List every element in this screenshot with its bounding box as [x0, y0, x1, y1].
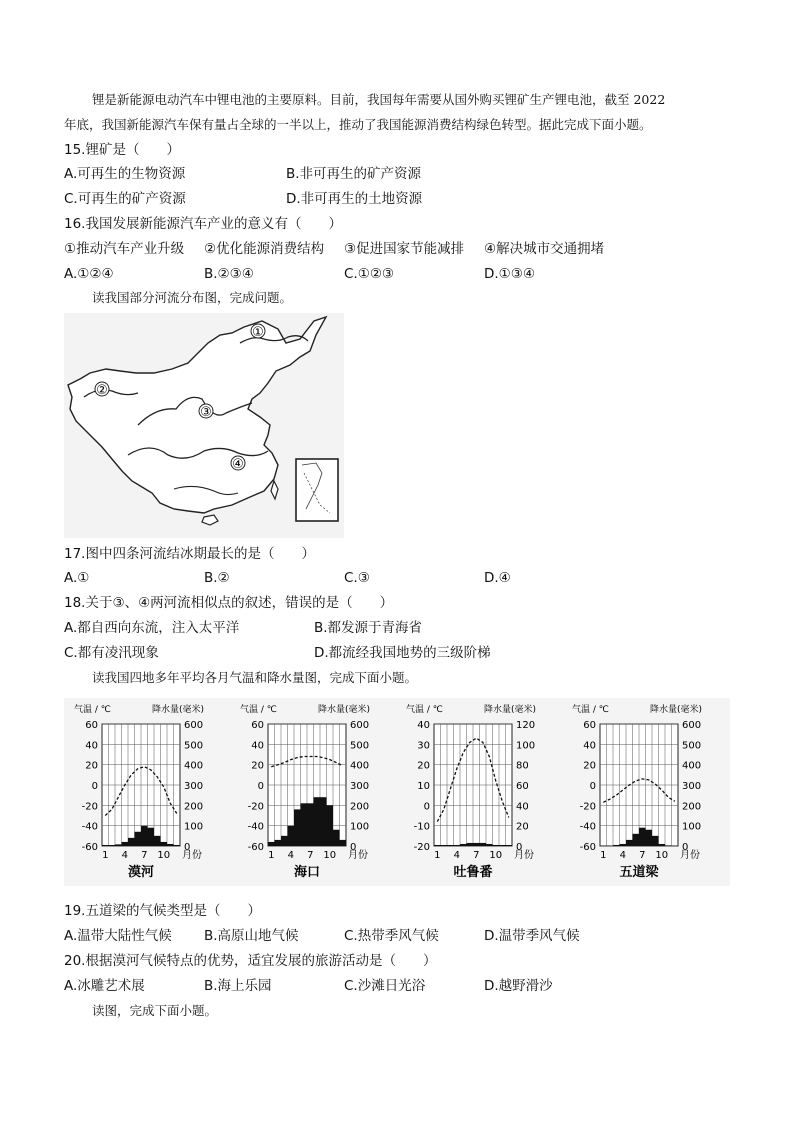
- map-label-2: ②: [96, 383, 108, 398]
- chart-1-title: 漠河: [127, 865, 155, 880]
- chart-1-precip-bar: [109, 845, 116, 846]
- chart-2-x-tick: 7: [307, 850, 314, 861]
- chart-3-precip-axis-label: 降水量(毫米): [484, 705, 537, 715]
- chart-2-precip-bar: [288, 826, 295, 846]
- chart-1-precip-bar: [122, 842, 129, 846]
- chart-2-precip-tick: 100: [350, 821, 370, 833]
- chart-4-x-unit: 月份: [680, 850, 700, 861]
- chart-3-precip-bar: [434, 845, 441, 846]
- chart-3-precip-bar: [447, 845, 454, 846]
- chart-4-precip-axis-label: 降水量(毫米): [650, 705, 703, 715]
- hainan-island: [202, 515, 218, 525]
- chart-4-precip-tick: 200: [682, 801, 702, 813]
- chart-4-x-tick: 4: [619, 850, 626, 861]
- q19-option-b[interactable]: B.高原山地气候: [204, 928, 299, 944]
- chart-2-precip-bar: [281, 836, 288, 846]
- q16-option-d[interactable]: D.①③④: [484, 266, 535, 282]
- chart-3-precip-bar: [480, 843, 487, 846]
- q15-option-d[interactable]: D.非可再生的土地资源: [286, 191, 423, 207]
- south-china-sea-inset: [296, 459, 338, 521]
- q18-option-d[interactable]: D.都流经我国地势的三级阶梯: [314, 645, 491, 661]
- q17-option-b[interactable]: B.②: [204, 570, 230, 586]
- chart-2-precip-bar: [301, 803, 308, 846]
- chart-4-precip-tick: 300: [682, 781, 702, 792]
- question-16-stem: 16.我国发展新能源汽车产业的意义有（ ）: [64, 216, 342, 232]
- q16-option-b[interactable]: B.②③④: [204, 266, 254, 282]
- chart-3-title: 吐鲁番: [453, 865, 493, 880]
- china-outline: [68, 317, 326, 513]
- chart-3-x-tick: 7: [473, 850, 480, 861]
- chart-2-precip-bar: [327, 805, 334, 846]
- chart-4-temp-axis-label: 气温 / ℃: [572, 705, 609, 715]
- chart-3-precip-tick: 40: [516, 801, 529, 813]
- question-20-stem: 20.根据漠河气候特点的优势，适宜发展的旅游活动是（ ）: [64, 953, 437, 969]
- chart-4-precip-bar: [613, 845, 620, 846]
- chart-2-precip-tick: 300: [350, 781, 370, 792]
- chart-3-precip-bar: [499, 845, 506, 846]
- chart-2-precip-tick: 600: [350, 720, 370, 731]
- chart-1-temp-axis-label: 气温 / ℃: [74, 705, 111, 715]
- chart-2-temp-tick: -60: [247, 842, 264, 853]
- chart-2-temp-axis-label: 气温 / ℃: [240, 705, 277, 715]
- q17-option-d[interactable]: D.④: [484, 570, 511, 586]
- chart-4-temp-tick: 60: [583, 720, 596, 731]
- chart-2-x-tick: 4: [287, 850, 294, 861]
- chart-2-x-tick: 1: [268, 850, 275, 861]
- climate-charts-svg: [64, 698, 730, 886]
- chart-2-precip-bar: [333, 830, 340, 846]
- q19-option-c[interactable]: C.热带季风气候: [344, 928, 439, 944]
- chart-1-precip-tick: 100: [184, 821, 204, 833]
- q20-option-d[interactable]: D.越野滑沙: [484, 978, 553, 994]
- chart-2-temp-tick: -40: [247, 821, 264, 833]
- chart-4-temp-tick: 20: [583, 760, 596, 772]
- chart-1-precip-axis-label: 降水量(毫米): [152, 705, 205, 715]
- chart-3-precip-bar: [486, 844, 493, 846]
- chart-3-x-tick: 10: [489, 850, 503, 861]
- chart-4-precip-bar: [620, 844, 627, 846]
- chart-2-precip-bar: [340, 840, 347, 846]
- chart-2-temp-tick: 20: [251, 760, 264, 772]
- chart-1-temp-tick: 0: [91, 781, 98, 792]
- chart-1-precip-tick: 200: [184, 801, 204, 813]
- passage-line-1: 锂是新能源电动汽车中锂电池的主要原料。目前，我国每年需要从国外购买锂矿生产锂电池，截至 2022: [92, 92, 666, 107]
- chart-1-precip-bar: [141, 826, 148, 846]
- chart-1-precip-bar: [161, 842, 168, 846]
- chart-1-precip-tick: 600: [184, 720, 204, 731]
- chart-4-precip-bar: [659, 844, 666, 846]
- q16-item-2: ②优化能源消费结构: [204, 241, 325, 257]
- chart-4-temp-tick: -40: [579, 821, 596, 833]
- chart-2-precip-tick: 400: [350, 760, 370, 772]
- chart-1-temp-tick: 20: [85, 760, 98, 772]
- chart-1-precip-bar: [128, 838, 135, 846]
- chart-3-temp-tick: 0: [423, 801, 430, 813]
- chart-1-precip-bar: [167, 844, 174, 846]
- chart-intro: 读我国四地多年平均各月气温和降水量图，完成下面小题。: [92, 670, 418, 685]
- q15-option-a[interactable]: A.可再生的生物资源: [64, 166, 186, 182]
- q20-option-a[interactable]: A.冰雕艺术展: [64, 978, 145, 994]
- q15-option-b[interactable]: B.非可再生的矿产资源: [286, 166, 422, 182]
- chart-2-temp-tick: 60: [251, 720, 264, 731]
- chart-1-precip-tick: 0: [184, 842, 191, 853]
- climate-charts-panel: [64, 698, 730, 886]
- chart-3-temp-tick: 20: [417, 760, 430, 772]
- chart-4-title: 五道梁: [619, 865, 659, 880]
- chart-3-precip-bar: [441, 845, 448, 846]
- chart-4-precip-bar: [639, 828, 646, 846]
- chart-1-precip-bar: [115, 844, 122, 846]
- chart-1-x-tick: 7: [141, 850, 148, 861]
- chart-2-temp-tick: 0: [257, 781, 264, 792]
- chart-1-temp-tick: 60: [85, 720, 98, 731]
- chart-2-x-tick: 10: [323, 850, 337, 861]
- chart-2-temp-tick: 40: [251, 740, 264, 752]
- chart-2-precip-bar: [294, 809, 301, 846]
- chart-3-precip-bar: [467, 843, 474, 846]
- chart-2-precip-bar: [307, 803, 314, 846]
- chart-2-precip-tick: 200: [350, 801, 370, 813]
- chart-2-precip-tick: 0: [350, 842, 357, 853]
- chart-3-temp-tick: 40: [417, 720, 430, 731]
- q16-option-a[interactable]: A.①②④: [64, 266, 114, 282]
- chart-1-temp-tick: -60: [81, 842, 98, 853]
- q17-option-a[interactable]: A.①: [64, 570, 90, 586]
- chart-2-x-unit: 月份: [348, 850, 368, 861]
- chart-3-temp-tick: 10: [417, 781, 430, 792]
- chart-1-precip-bar: [174, 845, 181, 846]
- chart-3-temp-axis-label: 气温 / ℃: [406, 705, 443, 715]
- map-label-1: ①: [252, 325, 264, 340]
- chart-4-temp-tick: -20: [579, 801, 596, 813]
- chart-4-precip-bar: [652, 836, 659, 846]
- q20-option-b[interactable]: B.海上乐园: [204, 978, 272, 994]
- q20-option-c[interactable]: C.沙滩日光浴: [344, 978, 426, 994]
- chart-2-title: 海口: [293, 865, 321, 880]
- chart-3-precip-tick: 80: [516, 760, 529, 772]
- chart-1-temp-tick: -20: [81, 801, 98, 813]
- chart-1-temp-tick: 40: [85, 740, 98, 752]
- chart-4-temp-tick: -60: [579, 842, 596, 853]
- q16-item-1: ①推动汽车产业升级: [64, 241, 185, 257]
- chart-3-precip-bar: [506, 845, 513, 846]
- chart-3-x-unit: 月份: [514, 850, 534, 861]
- chart-3-temp-tick: -20: [413, 842, 430, 853]
- chart-2-precip-tick: 500: [350, 740, 370, 752]
- chart-4-x-tick: 7: [639, 850, 646, 861]
- chart-3-precip-tick: 20: [516, 821, 529, 833]
- chart-1-x-tick: 10: [157, 850, 171, 861]
- chart-4-x-tick: 1: [600, 850, 607, 861]
- chart-4-precip-tick: 0: [682, 842, 689, 853]
- chart-3-precip-tick: 60: [516, 781, 529, 792]
- question-18-stem: 18.关于③、④两河流相似点的叙述，错误的是（ ）: [64, 595, 394, 611]
- q15-option-c[interactable]: C.可再生的矿产资源: [64, 191, 186, 207]
- chart-2-precip-bar: [268, 842, 275, 846]
- taiwan-island: [271, 481, 278, 499]
- chart-4-precip-tick: 100: [682, 821, 702, 833]
- passage-line-2: 年底，我国新能源汽车保有量占全球的一半以上，推动了我国能源消费结构绿色转型。据此完成下面小题。: [64, 117, 652, 132]
- chart-4-precip-bar: [633, 834, 640, 846]
- map-label-4: ④: [232, 457, 244, 472]
- chart-4-precip-tick: 500: [682, 740, 702, 752]
- chart-1-x-tick: 1: [102, 850, 109, 861]
- chart-4-precip-bar: [646, 830, 653, 846]
- q16-option-c[interactable]: C.①②③: [344, 266, 395, 282]
- chart-3-temp-tick: 30: [417, 740, 430, 752]
- china-rivers-map: [64, 313, 344, 538]
- chart-1-precip-bar: [154, 836, 161, 846]
- chart-2-precip-bar: [314, 797, 321, 846]
- chart-1-x-unit: 月份: [182, 850, 202, 861]
- chart-1-precip-tick: 500: [184, 740, 204, 752]
- question-19-stem: 19.五道梁的气候类型是（ ）: [64, 903, 261, 919]
- chart-4-precip-tick: 400: [682, 760, 702, 772]
- question-15-stem: 15.锂矿是（ ）: [64, 142, 180, 158]
- map-intro: 读我国部分河流分布图，完成问题。: [92, 290, 293, 305]
- chart-4-precip-tick: 600: [682, 720, 702, 731]
- chart-3-precip-bar: [493, 845, 500, 846]
- chart-3-temp-tick: -10: [413, 821, 430, 833]
- chart-4-temp-tick: 0: [589, 781, 596, 792]
- chart-1-precip-tick: 300: [184, 781, 204, 792]
- final-intro: 读图，完成下面小题。: [92, 1003, 218, 1018]
- chart-3-precip-bar: [460, 844, 467, 846]
- chart-4-x-tick: 10: [655, 850, 669, 861]
- chart-3-precip-tick: 0: [516, 842, 523, 853]
- chart-1-x-tick: 4: [121, 850, 128, 861]
- question-17-stem: 17.图中四条河流结冰期最长的是（ ）: [64, 546, 315, 562]
- chart-3-precip-bar: [473, 843, 480, 846]
- chart-3-precip-tick: 120: [516, 720, 536, 731]
- chart-1-precip-tick: 400: [184, 760, 204, 772]
- chart-1-precip-bar: [102, 845, 109, 846]
- chart-3-precip-bar: [454, 845, 461, 846]
- chart-4-precip-bar: [626, 840, 633, 846]
- q19-option-a[interactable]: A.温带大陆性气候: [64, 928, 172, 944]
- q16-item-4: ④解决城市交通拥堵: [484, 241, 605, 257]
- map-label-3: ③: [200, 405, 212, 420]
- q19-option-d[interactable]: D.温带季风气候: [484, 928, 580, 944]
- chart-4-temp-tick: 40: [583, 740, 596, 752]
- q18-option-b[interactable]: B.都发源于青海省: [314, 620, 423, 636]
- chart-3-x-tick: 1: [434, 850, 441, 861]
- chart-3-x-tick: 4: [453, 850, 460, 861]
- chart-2-precip-bar: [275, 840, 282, 846]
- chart-2-precip-bar: [320, 797, 327, 846]
- chart-1-precip-bar: [148, 828, 155, 846]
- chart-2-temp-tick: -20: [247, 801, 264, 813]
- q16-item-3: ③促进国家节能减排: [344, 241, 465, 257]
- chart-3-precip-tick: 100: [516, 740, 536, 752]
- q18-option-a[interactable]: A.都自西向东流，注入太平洋: [64, 620, 240, 636]
- chart-1-temp-tick: -40: [81, 821, 98, 833]
- q18-option-c[interactable]: C.都有凌汛现象: [64, 645, 159, 661]
- chart-1-precip-bar: [135, 832, 142, 846]
- q17-option-c[interactable]: C.③: [344, 570, 370, 586]
- chart-2-precip-axis-label: 降水量(毫米): [318, 705, 371, 715]
- china-map-svg: [64, 313, 344, 538]
- chart-4-precip-bar: [665, 845, 672, 846]
